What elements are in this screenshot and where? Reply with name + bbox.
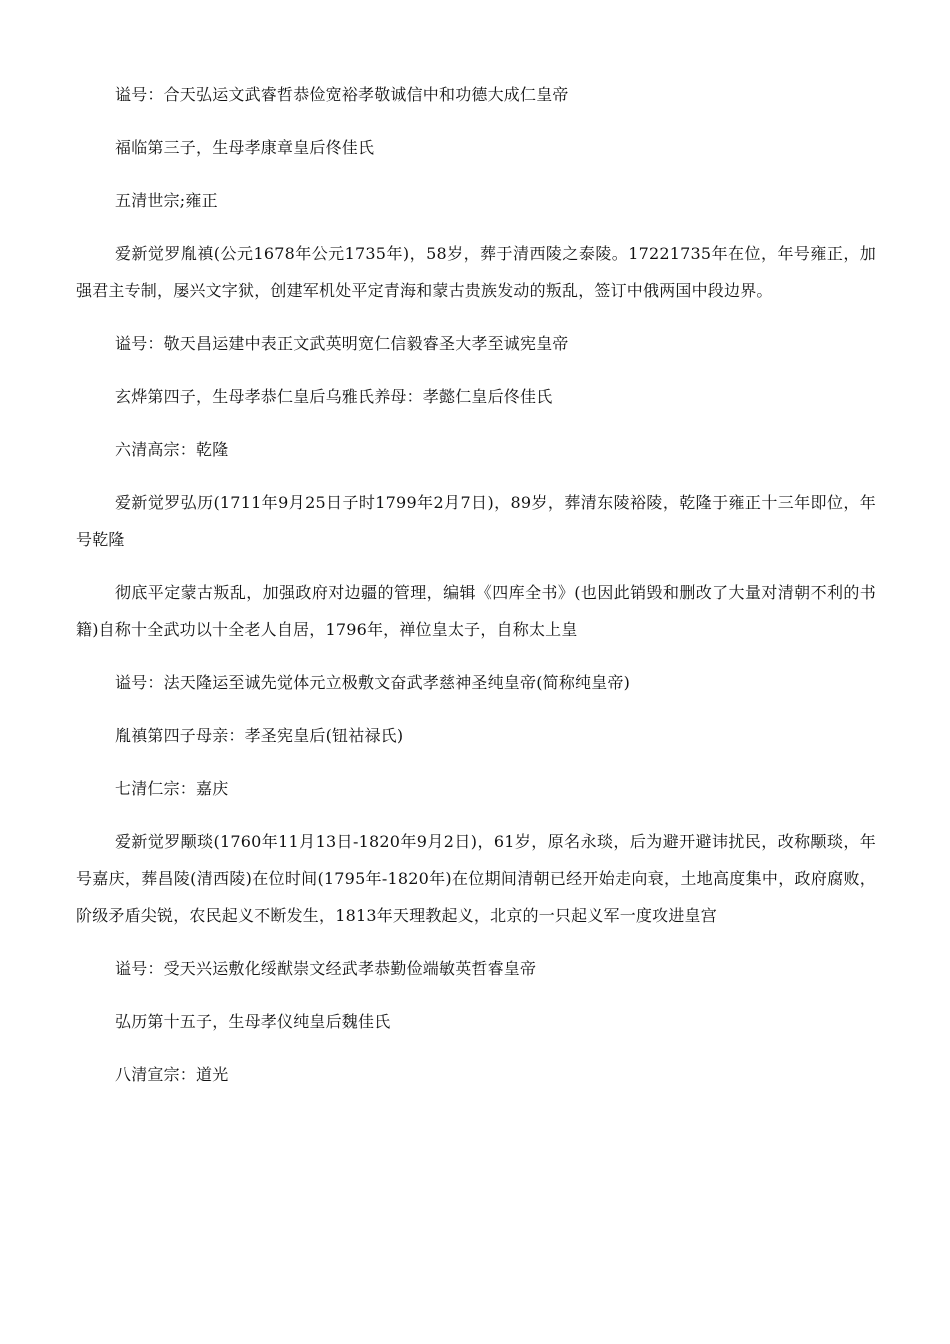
paragraph-posthumous-title-kangxi: 谥号：合天弘运文武睿哲恭俭宽裕孝敬诚信中和功德大成仁皇帝 xyxy=(115,85,569,104)
paragraph-bio-qianlong: 爱新觉罗弘历(1711年9月25日子时1799年2月7日)，89岁，葬清东陵裕陵，乾隆于雍正十三年即位，年号乾隆 xyxy=(76,493,876,549)
paragraph-bio-jiaqing: 爱新觉罗颙琰(1760年11月13日-1820年9月2日)，61岁，原名永琰，后为避开避讳扰民，改称颙琰，年号嘉庆，葬昌陵(清西陵)在位时间(1795年-1820年)在位期间清朝已经开始走向衰，土地高度集中，政府腐败，阶级矛盾尖锐，农民起义不断发生，1813年天理教起义，北京的一只起义军一度攻进皇宫 xyxy=(76,832,876,925)
paragraph-lineage-qianlong: 胤禛第四子母亲：孝圣宪皇后(钮祜禄氏) xyxy=(115,726,404,745)
paragraph-posthumous-title-qianlong: 谥号：法天隆运至诚先觉体元立极敷文奋武孝慈神圣纯皇帝(简称纯皇帝) xyxy=(115,673,631,692)
heading-daoguang: 八清宣宗：道光 xyxy=(115,1065,229,1084)
heading-qianlong: 六清高宗：乾隆 xyxy=(115,440,229,459)
heading-jiaqing: 七清仁宗：嘉庆 xyxy=(115,779,229,798)
paragraph-posthumous-title-yongzheng: 谥号：敬天昌运建中表正文武英明宽仁信毅睿圣大孝至诚宪皇帝 xyxy=(115,334,569,353)
paragraph-lineage-yongzheng: 玄烨第四子，生母孝恭仁皇后乌雅氏养母：孝懿仁皇后佟佳氏 xyxy=(115,387,553,406)
paragraph-bio-yongzheng: 爱新觉罗胤禛(公元1678年公元1735年)，58岁，葬于清西陵之泰陵。17221735年在位，年号雍正，加强君主专制，屡兴文字狱，创建军机处平定青海和蒙古贵族发动的叛乱，签订中俄两国中段边界。 xyxy=(76,244,876,300)
paragraph-lineage-kangxi: 福临第三子，生母孝康章皇后佟佳氏 xyxy=(115,138,375,157)
heading-yongzheng: 五清世宗;雍正 xyxy=(115,191,218,210)
paragraph-achievements-qianlong: 彻底平定蒙古叛乱，加强政府对边疆的管理，编辑《四库全书》(也因此销毁和删改了大量对清朝不利的书籍)自称十全武功以十全老人自居，1796年，禅位皇太子，自称太上皇 xyxy=(76,583,876,639)
document-body xyxy=(76,76,876,1109)
paragraph-posthumous-title-jiaqing: 谥号：受天兴运敷化绥猷崇文经武孝恭勤俭端敏英哲睿皇帝 xyxy=(115,959,537,978)
paragraph-lineage-jiaqing: 弘历第十五子，生母孝仪纯皇后魏佳氏 xyxy=(115,1012,391,1031)
